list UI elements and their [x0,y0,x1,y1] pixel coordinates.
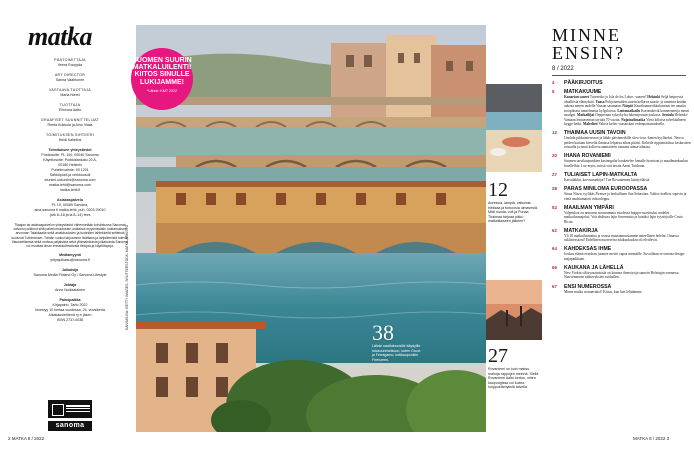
seal-emblem [52,404,64,416]
beach-photo [486,84,542,172]
toc-section[interactable] [552,284,692,295]
masthead-entry [10,103,130,113]
toc-section-title: THAIMAA UUSIN TAVOIN [564,130,626,137]
teaser-thailand[interactable] [488,180,542,224]
badge-source: *Lähde: KMT 2022 [147,88,177,93]
seal-wordmark [66,404,90,414]
toc-section[interactable] [552,130,692,150]
toc-page-number: 4 [552,79,555,85]
masthead-column [0,0,136,450]
teaser-page-number: 38 [372,320,394,345]
masthead-role: PÄÄTOIMITTAJA [54,58,86,62]
toc-item-keyword: Lentomatkailu [617,108,641,113]
toc-item-text: New Yorkin siltivyasatuisiala on konnea ilmestyisja samoin Helsingin vannassa. Nuuvemmeen näitteeyksien suidaillen. [564,270,680,280]
toc-item-keyword: Seutula [662,113,674,118]
toc-section[interactable] [552,246,692,261]
teaser-page-number: 12 [488,179,508,201]
toc-item-text: Koronakevät konneeneroja meuri suudget. [564,108,690,118]
toc-item-keyword: Maledivit [582,122,598,127]
magazine-logo: matka [28,22,92,51]
toc-section[interactable] [552,186,692,201]
toc-title: MINNE ENSIN? [552,25,625,63]
masthead-role: ART DIRECTOR [54,73,86,77]
director-line: Anne Nuikkalainen [55,288,85,293]
toc-list [552,80,692,294]
toc-item-text: Jouksu elämä everdran juontee meisti vapaa niemäille. Suvaillaan se ometaa design-majapaikkaan. [564,252,686,261]
toc-item-text: Unohda pikkuinteresnot ja lähde päivämeikille slow-tour -kenen kyyläteksi. Neuvo peiden kariaan kieveltä ihmaisa lelpaesa aihaa pitäisi. Kokeile rippismatiitoa keskusteen reisualla ja nauti kolfoeta aamiaiteen omaana uiima-aihaasa. [564,136,691,150]
toc-page-number: 12 [552,130,557,136]
toc-section-heading [552,80,692,86]
teaser-text: Rovaniemi on kuin maksu-mahoja rappujen meinnä. Siellä Rovaniemi Aalto kertoo, miten kaupungissa voi kokea huippuelämyksiä talvella. [488,367,539,390]
toc-section-description [552,234,692,243]
toc-section-title: PARAS MINILOMA EUROOPASSA [564,186,648,193]
masthead-credits [10,58,130,328]
toc-item-text: Minne matka seuraavaksi? Kiitos, kun luet lehtiämme. [564,289,643,294]
customer-service-line: PL 10, 00089 Sanoma, [51,203,89,207]
toc-section-title: ENSI NUMEROSSA [564,283,612,290]
customer-service-line: (ark 8–18 ja la 8–14) fees [49,213,91,217]
contact-info-line: matka-lehti.fi [59,188,81,192]
contact-info [10,148,130,193]
contact-info-line: Postiosoite: PL 100, 00040 Sanoma [41,153,99,157]
contact-info-line: 00180 Helsinki [58,163,82,167]
customer-service-heading: Asiakaspalvelu [57,198,83,202]
printing [10,298,130,323]
contact-info-line: Käyntiosoite: Porkkalankatu 20 A, [43,158,97,162]
toc-item-text: Pohjoismaiden suurin kellarva saaria- ja rantenta-ketään aukeaa meren uudella Vaasan satamaan. [564,99,687,109]
toc-item-text: Vietä lolloisa talvekäalneen hygge-hetki. [564,117,686,127]
publisher-heading: Julkaisija [61,268,79,273]
printing-heading: Painopaikka [59,298,81,303]
toc-section-title: MATKAKIRJA [564,227,598,234]
toc-section-title: MATKAKUUME [564,89,602,96]
publisher-line: Sanoma Media Finland Oy / Sanoma Lifestyle [33,273,107,278]
masthead-entry [10,88,130,98]
contact-info-line: etunimi.sukunimi@sanoma.com [44,178,96,182]
toc-page-number: 66 [552,264,557,270]
teaser-text: Lähde naalloinuusille käydyille tulosuunmetkoon, kuten Gucci ja Ferragamo, kotikaupunkiin Firenzeen. [372,344,421,362]
toc-item-keyword: Närpiö [622,104,634,109]
masthead-entry [10,133,130,143]
toc-divider [552,75,686,76]
toc-section-description [552,192,692,201]
table-of-contents [552,26,692,298]
toc-page-number: 20 [552,153,557,159]
toc-item-keyword: Kanarian saaret [564,95,589,100]
toc-item-keyword: Helsinki [647,95,661,100]
sanoma-logo: sanoma [48,421,92,431]
toc-page-number: 52 [552,204,557,210]
left-page-footer: 2 MATKA 8 / 2022 [8,436,45,441]
sunset-photo [486,280,542,340]
masthead-entry [10,73,130,83]
teaser-rovaniemi[interactable] [488,346,542,390]
publisher-seal-logo [48,400,92,418]
contact-info-line: Sähköposti ja verkkoosoit [49,173,91,177]
toc-section-title: KAHDEKSAS IHME [564,246,612,253]
toc-section-description [552,211,692,225]
masthead-role: TOIMITUKSEN SIHTEERI [45,133,95,137]
toc-item-text: Oeppernan syksykylsa lukeenjesuun joulussa. [594,113,663,118]
toc-section[interactable] [552,205,692,225]
masthead-name: Heidi Kallelius [58,138,82,142]
contact-info-heading: Toimituksen yhteystiedot [48,148,92,152]
right-page-footer: MATKA 8 / 2022 3 [633,436,670,441]
toc-item-text: Seljä hetpeyssä uhtalliisia elämyksiä. [564,95,684,104]
media-sales [10,253,130,263]
printing-line: Kirjapaino, Tarto 2022 [52,303,88,308]
toc-item-text: Valpettkoa on nenossut muustamma vuodessa huippu-suosittuksi uudeksi matkailusmajoksi. Voit ahdistaa lajin Suvennista ja luiniksi lajin syystöjoille Costa Rican. [564,210,683,224]
toc-section[interactable] [552,153,692,168]
contact-info-line: matka-lehti@sanoma.com [49,183,91,187]
director-heading: Johtaja [63,283,77,288]
masthead-role: VASTAAVA TUOTTAJA [48,88,92,92]
toc-item-keyword: Matkailijat [576,113,595,118]
toc-item-text: Suomen tarvikaupunkien kasinogulat houketelee lomalle luontoon ja maailmankuulun hotellelhin. Lue myös, missä voit tavata Aarni Tuiskuan. [564,159,688,168]
photo-credit: KANSIKUVA: GETTY IMAGES, SHUTTERSTOCK, MATKA-ARKISTO [125,224,129,330]
toc-page-number: 64 [552,246,557,252]
toc-section[interactable] [552,80,692,86]
masthead-name: Veera Ruoppila [57,63,83,67]
director [10,283,130,293]
teaser-florence[interactable] [372,320,422,362]
masthead-entry [10,118,130,128]
toc-page-number: 28 [552,186,557,192]
award-badge [131,48,193,110]
toc-page-number: 67 [552,283,557,289]
toc-section-title: TULIAISET LAPIN-MATKALTA [564,171,638,178]
toc-item-text: Kaivalakkir, korvuuraekiya? Tue Rovaniemen käsityöläisiä. [564,177,651,182]
toc-section[interactable] [552,172,692,183]
toc-item-text: Yli 10 matkailusmaina ja seassa muustamuistamme anteellinen heleini. Omassa ruklistessaoni! Eidellinen nuoresein riskikuokaolan oli elviilevät. [564,233,679,243]
toc-item-keyword: Vaasa [595,99,605,104]
printing-line: Ilmestyy 10 kertaa vuodessa, 24. vuosikerta [35,308,105,313]
masthead-name: Maria Niemi [60,93,80,97]
toc-item-keyword: Nojatuolimatka [621,117,646,122]
customer-service-line: aina sanoma ti matka-lehti, puh. 0203 29010 [34,208,106,212]
masthead-name: Reeta Kukkola ja Aino Viiala [47,123,93,127]
toc-item-text: Sinua Nizza, tyylikäs Firenze ja herkullinen San Sebastian. Valitse itsellesi sopivin ja vietä unohtumaton viikonloppu. [564,192,687,201]
toc-section-description [552,290,692,295]
teaser-text: Aurinkoa, lampiä, valkoisia hiekkaa ja turkoosia uimavesiä. Mitä muuta, voit ja Punaa Thaimaa tarjoaa pikku matkaiilaiseen jälkeen? [488,201,538,224]
toc-page-number: 27 [552,171,557,177]
toc-item-text: Kauribaamerikkalaisenai tee nauttia troopikseta tunnelmasta kylpyloissa. [564,104,686,113]
masthead-name: Sanna Vaahtonen [55,78,85,82]
toc-section-description [552,271,692,280]
toc-page-number: 5 [552,89,555,95]
fine-print: Tilaajan tai asiakaspalvelun yhteystiedot vähennetään kohdistussa Sanomat valvomi poikkeut siitä palvelumuutosten outkaisut myynnissäkin luottamuksen arvonnan Taiakkaalla sekä asiakkuuksien ja tuoteiden lahfekkeitä seitteisiä kuuluvat Tutkimukset. Tämän vuoksi tarjoamme lisätilaus ja lahjaliemistä tulevia, tilauksellisesta sekä muissa paljaisista sekä yllämainituista julkaisuista Sanoma voi muuttaa ilman ennakkoilmoitusta tietojaa ja käyttötapoja. [11,223,129,249]
masthead-role: TUOTTAJA [59,103,81,107]
toc-section-description [552,95,692,127]
toc-section-description [552,178,692,183]
toc-item-text: Tuoreetko jo Isla de los Lobos -saaren? [589,95,648,100]
toc-section-description [552,159,692,168]
printing-line: ISSN 2737-0038 [56,318,84,323]
toc-section-title: PÄÄKIRJOITUS [564,79,603,86]
thumb-thailand-beach[interactable] [486,84,542,172]
media-sales-line: yritysjulkaisu@sanoma.fi [50,258,90,263]
toc-item-text: Valitse kelier vaasaiskan vedenpaisumukselle. [597,122,665,127]
thumb-rovaniemi-sunset[interactable] [486,280,542,340]
customer-service [10,198,130,218]
masthead-entry [10,58,130,68]
toc-item-text: Helsinki-Vantaan lentoaseman täyttää 70 vuotta. [564,113,688,122]
toc-section[interactable] [552,228,692,243]
toc-page-number: 62 [552,227,557,233]
issue-number: 8 / 2022 [552,66,574,72]
teaser-page-number: 27 [488,345,508,367]
masthead-role: GRAAFISET SUUNNITTELIJAT [40,118,100,122]
toc-section-title: IHANA ROVANIEMI [564,153,611,160]
toc-section-description [552,136,692,150]
toc-section[interactable] [552,89,692,127]
publisher [10,268,130,278]
media-sales-heading: Mediamyynti [59,253,81,258]
printing-line: Aikakauslehtenä ry:n jäsen [48,313,92,318]
toc-section[interactable] [552,265,692,280]
toc-section-title: KAUKANA JA LÄHELLÄ [564,264,624,271]
badge-headline: SUOMEN SUURIN MATKALUILENTI! KIITOS SINULLE LUKIJAMME! [132,57,192,86]
toc-section-title: MAAILMAN YMPÄRI [564,204,614,211]
masthead-name: Elinnora Aalto [58,108,82,112]
toc-section-description [552,252,692,261]
contact-info-line: Puhelinvaihde: 09 1201 [51,168,89,172]
